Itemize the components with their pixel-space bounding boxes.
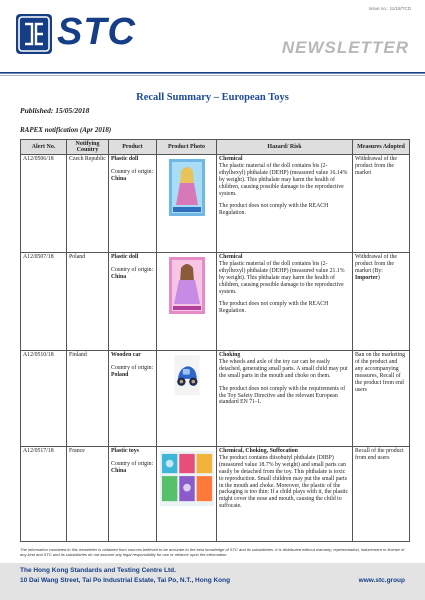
product-name: Plastic toys [111,448,139,454]
table-row [21,447,410,542]
hazard-text: The wheels and axle of the toy car can be easily detached, generating small parts. A small child may put the small parts in the mouth and choke on them. [219,358,348,379]
hazard-title: Chemical [219,254,243,260]
measures-cell [353,253,410,351]
page-title: Recall Summary – European Toys [136,92,289,103]
doll-in-pink-box-photo [169,257,205,314]
product-photo-cell [157,351,217,447]
measures-close: ) [377,274,380,281]
header-measures-adopted: Measures Adopted [353,140,410,155]
product-cell [109,253,157,351]
header-hazard-risk: Hazard/ Risk [217,140,353,155]
origin-label: Country of origin: [111,168,154,175]
company-address: 10 Dai Wang Street, Tai Po Industrial Estate, Tai Po, N.T., Hong Kong [20,577,231,584]
hazard-cell [217,351,353,447]
blue-wooden-car-photo [169,355,205,395]
measures-bold: Importer [355,274,378,281]
measures-cell [353,155,410,253]
hazard-note: The product does not comply with the REACH Regulation. [219,203,329,217]
hazard-cell [217,155,353,253]
notifying-country: Poland [67,253,109,351]
hazard-cell [217,253,353,351]
notifying-country: France [67,447,109,542]
product-cell [109,351,157,447]
table-header-row [21,140,410,155]
product-name: Plastic doll [111,254,139,260]
newsletter-label: NEWSLETTER [281,38,409,57]
product-photo-cell [157,253,217,351]
table-row [21,351,410,447]
published-date: Published: 15/05/2018 [20,106,90,115]
hazard-text: The product contains diisobutyl phthalate (DIBP) (measured value 18.7% by weight) and small parts can easily be detached from the toy. This phthalate is toxic to reproduction. Small children may put the small parts in the mouth and choke. Moreover, the plastic of the packaging is too thin: If a child plays with it, the plastic might cover the nose and mouth, causing the child to suffocate. [219,454,349,510]
recall-table [20,139,410,542]
header-product-photo: Product Photo [157,140,217,155]
measures-text: Recall of the product from end users [355,448,404,461]
header-divider [0,70,425,78]
hazard-title: Chemical, Choking, Suffocation [219,448,298,454]
origin-country: China [111,175,127,182]
notifying-country: Czech Republic [67,155,109,253]
product-photo-cell [157,447,217,542]
product-cell [109,155,157,253]
measures-cell [353,447,410,542]
hazard-text: The plastic material of the doll contains bis (2-ethylhexyl) phthalate (DEHP) (measured value 21.1% by weight). This phthalate may harm the health of children, causing possible damage to the reproductive system. [219,260,345,295]
hazard-title: Choking [219,352,241,358]
measures-text: Withdrawal of the product from the market [355,156,397,176]
hazard-text: The plastic material of the doll contains bis (2-ethylhexyl) phthalate (DEHP) (measured value 16.14% by weight). This phthalate may harm the health of children, causing possible damage to the reproductive system. [219,162,348,197]
stc-logo-icon [16,14,52,54]
product-cell [109,447,157,542]
alert-no: A12/0517/18 [21,447,67,542]
header-alert-no: Alert No. [21,140,67,155]
header-notifying-country: Notifying Country [67,140,109,155]
origin-country: China [111,467,127,474]
table-row [21,253,410,351]
header-product: Product [109,140,157,155]
alert-no: A12/0507/18 [21,253,67,351]
product-name: Plastic doll [111,156,139,162]
product-photo-cell [157,155,217,253]
origin-country: China [111,273,127,280]
hazard-note: The product does not comply with the requirements of the Toy Safety Directive and the relevant European standard EN 71-1. [219,385,346,406]
alert-no: A12/0510/18 [21,351,67,447]
stc-logo-text: STC [57,11,136,53]
packaged-plastic-toys-photo [160,451,214,506]
notifying-country: Finland [67,351,109,447]
disclaimer: The information contained in this newsletter is obtained from sources believed to be accurate to the best knowledge of STC and its subsidiaries. It is distributed without warranty, representation, inducement or license of any kind and STC and its subsidiaries do not assume any legal responsibility for use or reliance upon the information. [20,547,405,557]
measures-text: Withdrawal of the product from the market (By: [355,254,397,274]
rapex-notification: RAPEX notification (Apr 2018) [20,126,112,134]
company-name: The Hong Kong Standards and Testing Centre Ltd. [20,567,176,574]
origin-label: Country of origin: [111,266,154,273]
origin-country: Poland [111,371,129,378]
hazard-title: Chemical [219,156,243,162]
product-name: Wooden car [111,352,141,358]
hazard-note: The product does not comply with the REACH Regulation. [219,301,329,315]
measures-text: Ban on the marketing of the product and any accompanying measures, Recall of the product from end users [355,352,406,393]
origin-label: Country of origin: [111,460,154,467]
table-row [21,155,410,253]
alert-no: A12/0506/18 [21,155,67,253]
hazard-cell [217,447,353,542]
measures-cell [353,351,410,447]
website-link[interactable]: www.stc.group [358,577,405,584]
origin-label: Country of origin: [111,364,154,371]
doll-in-blue-box-photo [169,159,205,216]
issue-number: Issue no.: 11/18/TCD [368,6,411,11]
